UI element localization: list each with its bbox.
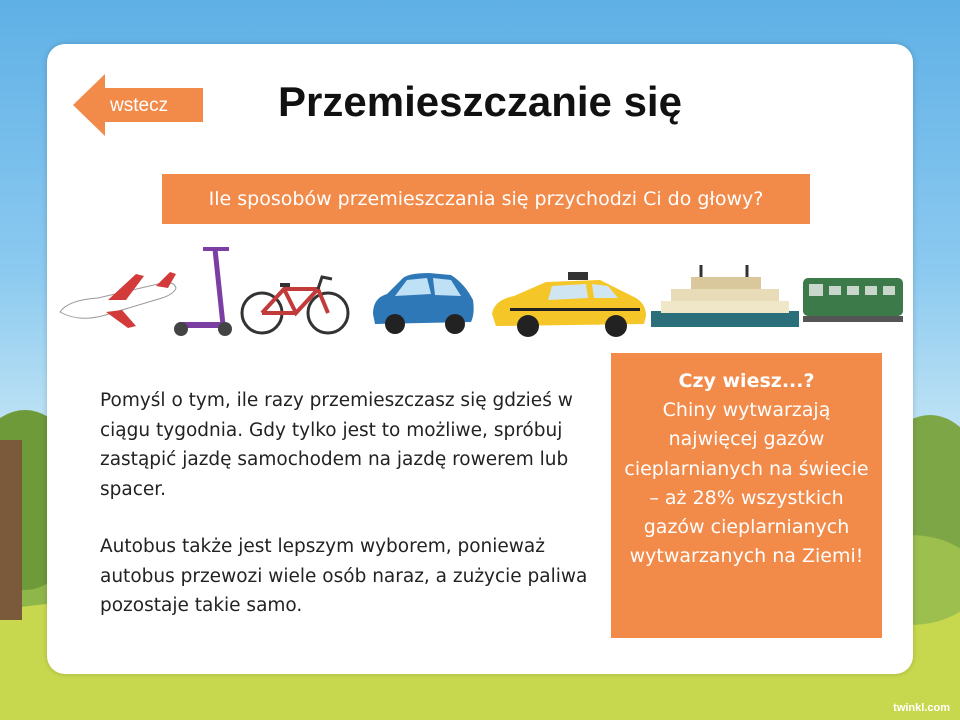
fact-box (611, 353, 882, 638)
paragraph-2: Autobus także jest lepszym wyborem, ponieważ autobus przewozi wiele osób naraz, a zużycie paliwa pozostaje takie samo. (100, 536, 588, 616)
fact-box-heading: Czy wiesz...? (678, 370, 815, 392)
page-title: Przemieszczanie się (278, 78, 682, 125)
bicycle-icon (240, 275, 352, 337)
vehicle-strip (55, 240, 910, 340)
scooter-icon (173, 245, 235, 340)
taxi-icon (490, 270, 648, 337)
ferry-icon (651, 265, 799, 327)
train-icon (801, 272, 905, 326)
airplane-icon (58, 270, 178, 330)
body-text (100, 386, 600, 649)
brand-watermark: twinkl.com (893, 702, 950, 714)
paragraph-1: Pomyśl o tym, ile razy przemieszczasz się gdzieś w ciągu tygodnia. Gdy tylko jest to możliwe, spróbuj zastąpić jazdę samochodem na jazdę rowerem lub spacer. (100, 390, 573, 500)
car-icon (369, 270, 477, 335)
question-banner: Ile sposobów przemieszczania się przychodzi Ci do głowy? (162, 174, 810, 224)
fact-box-text: Chiny wytwarzają najwięcej gazów cieplarnianych na świecie – aż 28% wszystkich gazów cieplarnianych wytwarzanych na Ziemi! (624, 399, 869, 568)
back-button-label[interactable]: wstecz (110, 95, 169, 116)
